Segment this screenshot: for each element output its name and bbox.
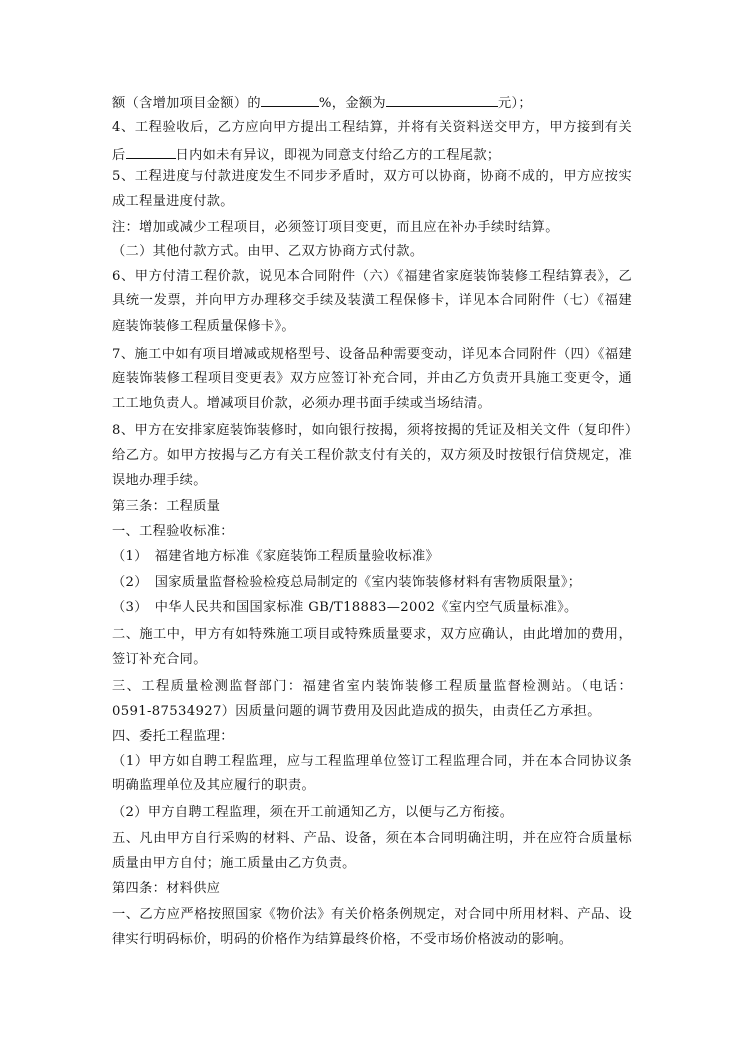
text-line: （二）其他付款方式。由甲、乙双方协商方式付款。: [112, 244, 424, 259]
text-line: （1） 福建省地方标准《家庭装饰工程质量验收标准》: [112, 549, 440, 564]
text-line: 三、工程质量检测监督部门：福建省室内装饰装修工程质量监督检测站。（电话：: [112, 679, 632, 694]
text-line: 庭装饰装修工程项目变更表》双方应签订补充合同，并由乙方负责开具施工变更令，通: [112, 371, 632, 386]
text-line: 一、乙方应严格按照国家《物价法》有关价格条例规定，对合同中所用材料、产品、设: [112, 907, 632, 922]
text-line: 成工程量进度付款。: [112, 194, 234, 209]
section-heading: 第三条：工程质量: [112, 499, 221, 514]
text-line: 五、凡由甲方自行采购的材料、产品、设备，须在本合同明确注明，并在应符合质量标: [112, 831, 632, 846]
text-line: （2）甲方自聘工程监理，须在开工前通知乙方，以便与乙方衔接。: [112, 805, 514, 820]
text-line: 具统一发票，并向甲方办理移交手续及装潢工程保修卡，详见本合同附件（七）《福建: [112, 293, 632, 308]
text-line: 律实行明码标价，明码的价格作为结算最终价格，不受市场价格波动的影响。: [112, 932, 573, 947]
text-line: 二、施工中，甲方有如特殊施工项目或特殊质量要求，双方应确认，由此增加的费用，: [112, 627, 632, 642]
text-line: （1）甲方如自聘工程监理，应与工程监理单位签订工程监理合同，并在本合同协议条: [112, 754, 632, 769]
text-line: 7、施工中如有项目增减或规格型号、设备品种需要变动，详见本合同附件（四）《福建: [112, 347, 632, 362]
section-heading: 第四条：材料供应: [112, 881, 221, 896]
text-line: 签订补充合同。: [112, 652, 207, 667]
days-blank: [126, 144, 176, 159]
text-line: 庭装饰装修工程质量保修卡》。: [112, 319, 295, 334]
text-line: 4、工程验收后，乙方应向甲方提出工程结算，并将有关资料送交甲方，甲方接到有关: [112, 120, 632, 135]
text-line: 额（含增加项目金额）的 %，金额为 元）；: [112, 92, 532, 110]
text-line: （2） 国家质量监督检验检疫总局制定的《室内装饰装修材料有害物质限量》；: [112, 575, 582, 590]
text-line: 明确监理单位及其应履行的职责。: [112, 778, 316, 793]
text-line: 6、甲方付清工程价款，说见本合同附件（六）《福建省家庭装饰装修工程结算表》，乙: [112, 269, 632, 284]
text-line: 8、甲方在安排家庭装饰装修时，如向银行按揭，须将按揭的凭证及相关文件（复印件）: [112, 423, 632, 438]
text-line: 工工地负责人。增减项目价款，必须办理书面手续或当场结清。: [112, 396, 492, 411]
percent-blank: [261, 92, 319, 107]
text-line: 给乙方。如甲方按揭与乙方有关工程价款支付有关的，双方须及时按银行信贷规定，准: [112, 448, 632, 463]
text-line: 质量由甲方自付；施工质量由乙方负责。: [112, 856, 356, 871]
text-line: 注：增加或减少工程项目，必须签订项目变更，而且应在补办手续时结算。: [112, 220, 559, 235]
text-line: 5、工程进度与付款进度发生不同步矛盾时，双方可以协商，协商不成的，甲方应按实: [112, 169, 632, 184]
text-line: 四、委托工程监理：: [112, 729, 234, 744]
text-line: 误地办理手续。: [112, 473, 207, 488]
amount-blank: [386, 92, 498, 107]
text-line: 0591-87534927）因质量问题的调节费用及因此造成的损失，由责任乙方承担。: [112, 704, 601, 719]
text-line: （3） 中华人民共和国国家标准 GB/T18883—2002《室内空气质量标准》。: [112, 600, 578, 615]
text-line: 后 日内如未有异议，即视为同意支付给乙方的工程尾款；: [112, 144, 500, 162]
text-line: 一、工程验收标准：: [112, 524, 234, 539]
